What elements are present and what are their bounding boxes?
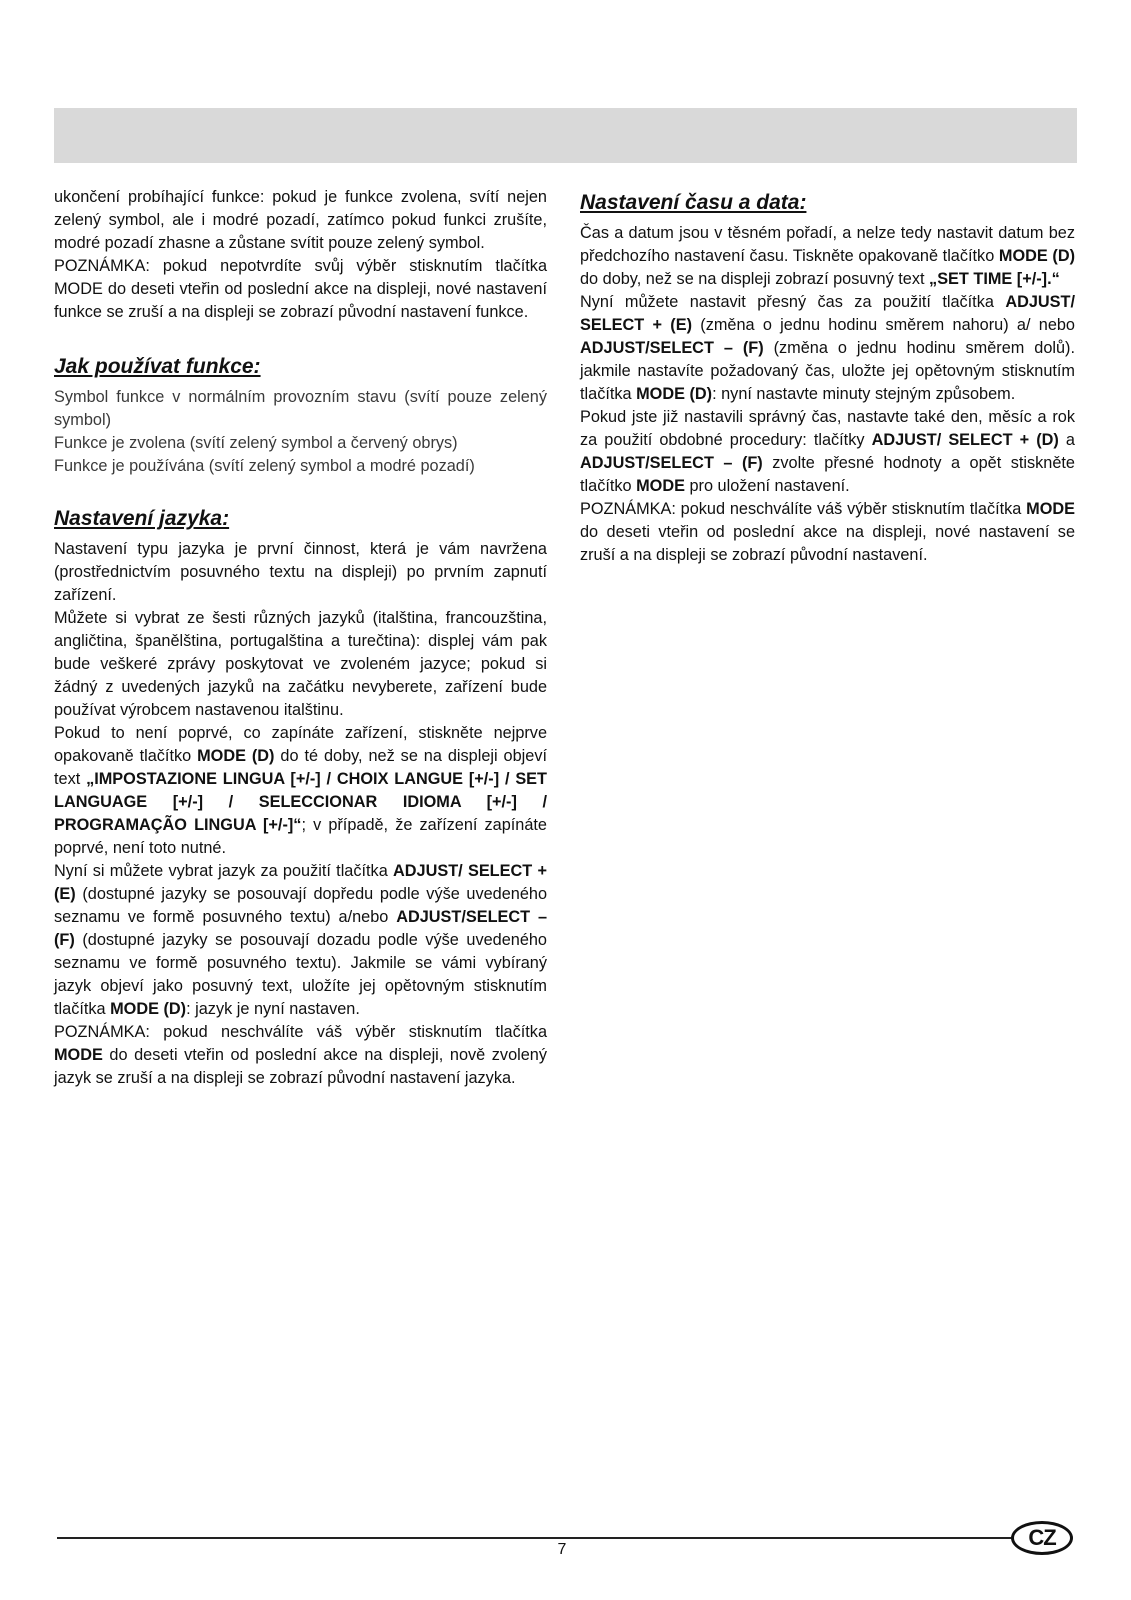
paragraph: Pokud to není poprvé, co zapínáte zařízení, stiskněte nejprve opakovaně tlačítko MODE (D) do té doby, než se na displeji objeví text „IMPOSTAZIONE LINGUA [+/-] / CHOIX LANGUE [+/-] / SET LANGUAGE [+/-] / SELECCIONAR IDIOMA [+/-] / PROGRAMAÇÃO LINGUA [+/-]“; v případě, že zařízení zapínáte poprvé, není toto nutné. [54, 724, 547, 857]
header-bar [54, 108, 1077, 163]
right-column [580, 190, 1075, 567]
paragraph: Nyní můžete nastavit přesný čas za použití tlačítka ADJUST/ SELECT + (E) (změna o jednu hodinu směrem nahoru) a/ nebo ADJUST/SELECT – (F) (změna o jednu hodinu směrem dolů). jakmile nastavíte požadovaný čas, uložte jej opětovným stisknutím tlačítka MODE (D): nyní nastavte minuty stejným způsobem. [580, 293, 1075, 403]
footer-rule [57, 1537, 1012, 1539]
note-paragraph: POZNÁMKA: pokud nepotvrdíte svůj výběr stisknutím tlačítka MODE do deseti vteřin od poslední akce na displeji, nové nastavení funkce se zruší a na displeji se zobrazí původní nastavení funkce. [54, 257, 547, 321]
left-column [54, 186, 547, 1090]
page-number: 7 [557, 1541, 567, 1558]
paragraph: Pokud jste již nastavili správný čas, nastavte také den, měsíc a rok za použití obdobné procedury: tlačítky ADJUST/ SELECT + (D) a ADJUST/SELECT – (F) zvolte přesné hodnoty a opět stiskněte tlačítko MODE pro uložení nastavení. [580, 408, 1075, 495]
paragraph: ukončení probíhající funkce: pokud je funkce zvolena, svítí nejen zelený symbol, ale i modré pozadí, zatímco pokud funkci zrušíte, modré pozadí zhasne a zůstane svítit pouze zelený symbol. [54, 188, 547, 252]
section-heading-nastaveni-casu: Nastavení času a data: [580, 191, 807, 214]
list-item: Symbol funkce v normálním provozním stavu (svítí pouze zelený symbol) [54, 388, 547, 429]
list-item: Funkce je používána (svítí zelený symbol a modré pozadí) [54, 457, 475, 475]
note-paragraph: POZNÁMKA: pokud neschválíte váš výběr stisknutím tlačítka MODE do deseti vteřin od poslední akce na displeji, nově zvolený jazyk se zruší a na displeji se zobrazí původní nastavení jazyka. [54, 1023, 547, 1087]
paragraph: Nastavení typu jazyka je první činnost, která je vám navržena (prostřednictvím posuvného textu na displeji) po prvním zapnutí zařízení. [54, 540, 547, 604]
paragraph: Nyní si můžete vybrat jazyk za použití tlačítka ADJUST/ SELECT + (E) (dostupné jazyky se posouvají dopředu podle výše uvedeného seznamu ve formě posuvného textu) a/nebo ADJUST/SELECT – (F) (dostupné jazyky se posouvají dozadu podle výše uvedeného seznamu ve formě posuvného textu). Jakmile se vámi vybíraný jazyk objeví jako posuvný text, uložíte jej opětovným stisknutím tlačítka MODE (D): jazyk je nyní nastaven. [54, 862, 547, 1018]
section-heading-nastaveni-jazyka: Nastavení jazyka: [54, 507, 230, 530]
section-heading-jak-pouzivat: Jak používat funkce: [54, 355, 261, 378]
paragraph: Čas a datum jsou v těsném pořadí, a nelze tedy nastavit datum bez předchozího nastavení času. Tiskněte opakovaně tlačítko MODE (D) do doby, než se na displeji zobrazí posuvný text „SET TIME [+/-].“ [580, 224, 1075, 288]
note-paragraph: POZNÁMKA: pokud neschválíte váš výběr stisknutím tlačítka MODE do deseti vteřin od poslední akce na displeji, nové nastavení se zruší a na displeji se zobrazí původní nastavení. [580, 500, 1075, 564]
list-item: Funkce je zvolena (svítí zelený symbol a červený obrys) [54, 434, 458, 452]
language-badge: CZ [1011, 1521, 1073, 1555]
paragraph: Můžete si vybrat ze šesti různých jazyků (italština, francouzština, angličtina, španělština, portugalština a turečtina): displej vám pak bude veškeré zprávy poskytovat ve zvoleném jazyce; pokud si žádný z uvedených jazyků na začátku nevyberete, zařízení bude používat výrobcem nastavenou italštinu. [54, 609, 547, 719]
